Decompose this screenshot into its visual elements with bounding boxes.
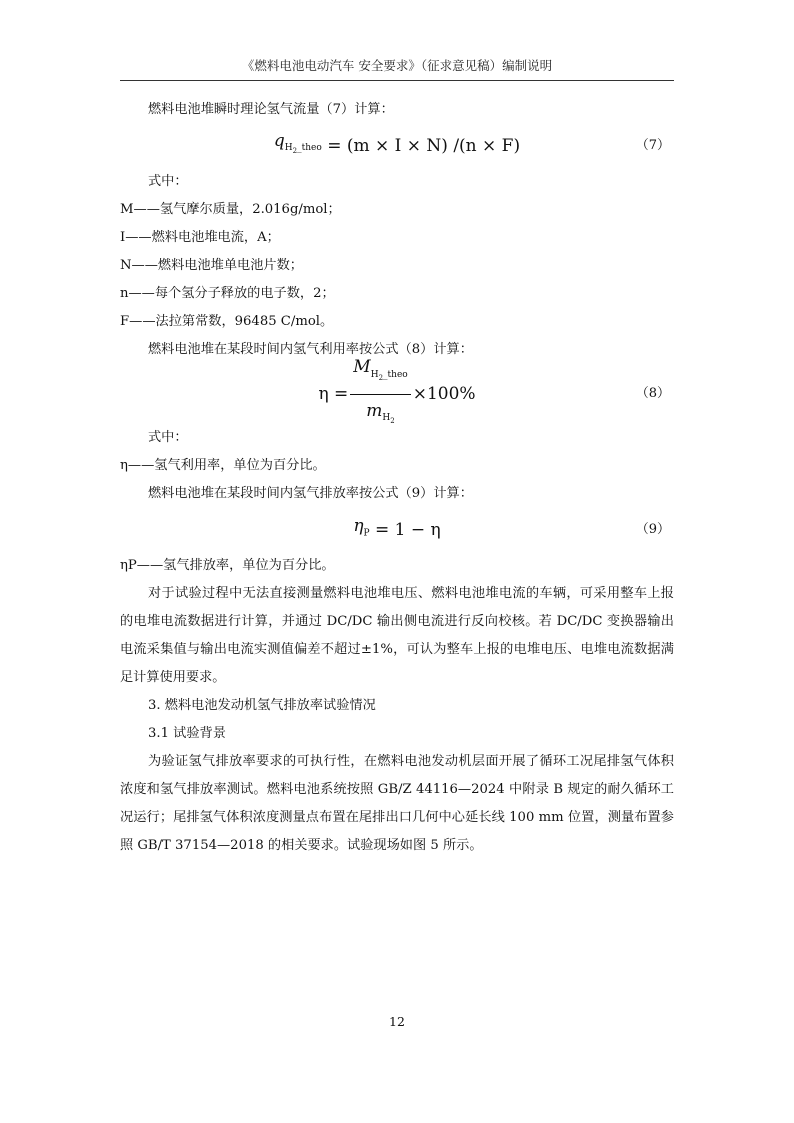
formula8-fraction — [350, 353, 410, 435]
formula9-lhs: $\eta_P$ — [353, 516, 370, 539]
formula7-number: （7） — [635, 138, 670, 153]
calibration-paragraph: 对于试验过程中无法直接测量燃料电池堆电压、燃料电池堆电流的车辆，可采用整车上报的电堆电流数据进行计算，并通过 DC/DC 输出侧电流进行反向校核。若 DC/DC 变换器输出电流采集值与输出电流实测值偏差不超过±1%，可认为整车上报的电堆电压、电堆电流数据满足计算使用要求。 — [120, 586, 674, 685]
definition-N: N——燃料电池堆单电池片数； — [120, 258, 303, 273]
where-label-1: 式中： — [148, 174, 188, 189]
formula-7 — [120, 124, 674, 168]
formula9-rhs: = 1 − η — [374, 520, 441, 540]
formula9-number: （9） — [635, 522, 670, 537]
subsection-heading-3-1: 3.1 试验背景 — [148, 726, 226, 741]
background-paragraph: 为验证氢气排放率要求的可执行性，在燃料电池发动机层面开展了循环工况尾排氢气体积浓度和氢气排放率测试。燃料电池系统按照 GB/Z 44116—2024 中附录 B 规定的耐久循环工况运行；尾排氢气体积浓度测量点布置在尾排出口几何中心延长线 100 mm 位置，测量布置参照 GB/T 37154—2018 的相关要求。试验现场如图 5 所示。 — [120, 754, 674, 853]
formula8-numerator: $M_{H_2\_theo}$ — [350, 353, 410, 394]
definition-I: I——燃料电池堆电流，A； — [120, 230, 280, 245]
where-label-2: 式中： — [148, 430, 188, 445]
formula7-lhs: $q_{H_2\_theo}$ — [273, 130, 322, 156]
formula9-intro: 燃料电池堆在某段时间内氢气排放率按公式（9）计算： — [148, 486, 473, 501]
definition-M: M——氢气摩尔质量，2.016g/mol； — [120, 202, 341, 217]
formula8-denominator: $m_{H_2}$ — [366, 400, 395, 425]
definition-F: F——法拉第常数，96485 C/mol。 — [120, 314, 334, 329]
page-number: 12 — [389, 1014, 405, 1029]
section-heading-3: 3. 燃料电池发动机氢气排放率试验情况 — [148, 698, 376, 713]
definition-etaP: ηP——氢气排放率，单位为百分比。 — [120, 558, 335, 573]
definition-eta: η——氢气利用率，单位为百分比。 — [120, 458, 326, 473]
page-content — [120, 96, 674, 860]
formula7-intro: 燃料电池堆瞬时理论氢气流量（7）计算： — [148, 102, 394, 117]
formula8-lhs: η = — [318, 384, 349, 404]
header-rule — [120, 80, 674, 81]
formula8-intro: 燃料电池堆在某段时间内氢气利用率按公式（8）计算： — [148, 342, 473, 357]
definition-n: n——每个氢分子释放的电子数，2； — [120, 286, 335, 301]
formula7-rhs: = (m × I × N) /(n × F) — [327, 136, 521, 156]
running-header: 《燃料电池电动汽车 安全要求》（征求意见稿）编制说明 — [241, 58, 553, 73]
formula8-number: （8） — [635, 386, 670, 401]
formula8-tail: ×100% — [412, 384, 476, 404]
formula-9 — [120, 508, 674, 552]
formula-8 — [120, 357, 674, 425]
